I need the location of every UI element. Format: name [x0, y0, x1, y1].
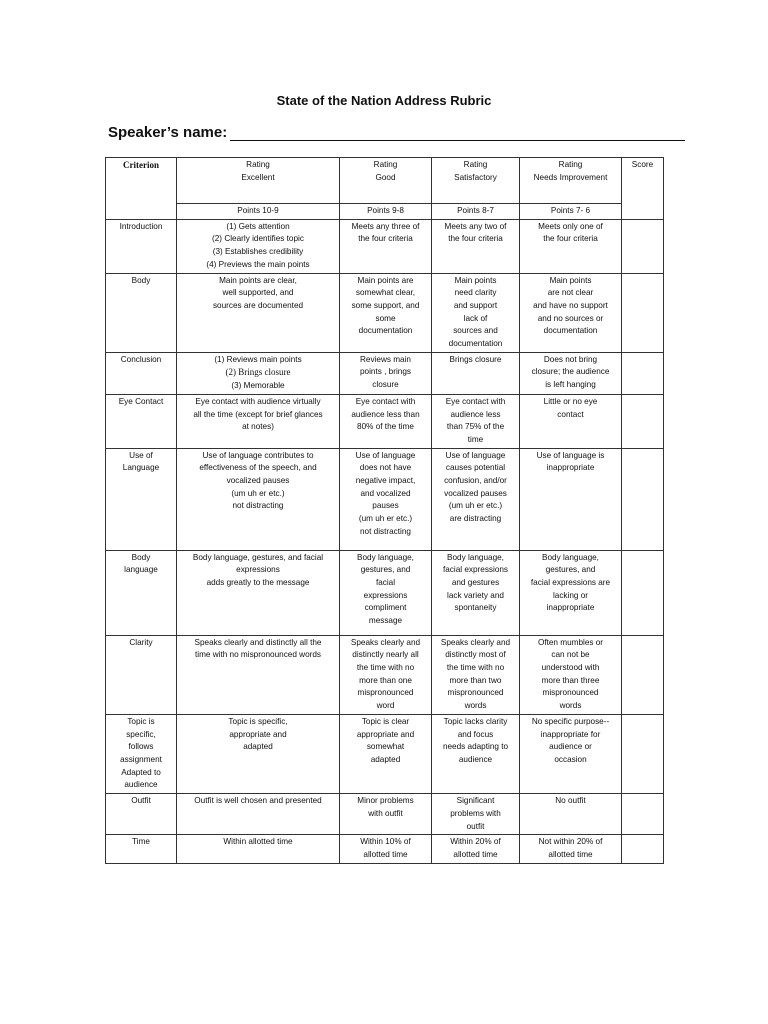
excellent-cell: (1) Gets attention (2) Clearly identifies topic (3) Establishes credibility (4) Previews the main points	[177, 219, 340, 273]
score-cell[interactable]	[622, 794, 664, 835]
satisfactory-cell: Within 20% of allotted time	[432, 835, 520, 863]
needs-improvement-cell: Body language, gestures, and facial expressions are lacking or inappropriate	[520, 550, 622, 635]
table-row	[106, 714, 664, 793]
needs-improvement-cell: No outfit	[520, 794, 622, 835]
points-good: Points 9-8	[340, 204, 432, 220]
excellent-cell: Main points are clear, well supported, and sources are documented	[177, 273, 340, 352]
good-cell: Reviews main points , brings closure	[340, 352, 432, 394]
table-row	[106, 550, 664, 635]
satisfactory-cell: Brings closure	[432, 352, 520, 394]
rating-header-satisfactory: Rating Satisfactory	[432, 158, 520, 204]
score-cell[interactable]	[622, 394, 664, 448]
score-cell[interactable]	[622, 273, 664, 352]
good-cell: Eye contact with audience less than 80% of the time	[340, 394, 432, 448]
needs-improvement-cell: Does not bring closure; the audience is left hanging	[520, 352, 622, 394]
points-row	[106, 204, 664, 220]
excellent-cell	[177, 352, 340, 394]
good-cell: Meets any three of the four criteria	[340, 219, 432, 273]
table-row	[106, 219, 664, 273]
table-row	[106, 794, 664, 835]
needs-improvement-cell: Main points are not clear and have no support and no sources or documentation	[520, 273, 622, 352]
criterion-cell: Use of Language	[106, 448, 177, 550]
table-row	[106, 273, 664, 352]
needs-improvement-cell: Often mumbles or can not be understood with more than three mispronounced words	[520, 635, 622, 714]
conclusion-criterion-3: (3) Memorable	[231, 381, 285, 391]
score-cell[interactable]	[622, 352, 664, 394]
excellent-cell: Eye contact with audience virtually all the time (except for brief glances at notes)	[177, 394, 340, 448]
conclusion-criterion-1: (1) Reviews main points	[214, 354, 302, 364]
table-row	[106, 394, 664, 448]
excellent-cell: Outfit is well chosen and presented	[177, 794, 340, 835]
rating-header-good: Rating Good	[340, 158, 432, 204]
excellent-cell: Body language, gestures, and facial expressions adds greatly to the message	[177, 550, 340, 635]
criterion-cell: Body	[106, 273, 177, 352]
score-cell[interactable]	[622, 714, 664, 793]
speaker-name-field	[108, 124, 685, 141]
header-row	[106, 158, 664, 204]
table-row	[106, 352, 664, 394]
good-cell: Minor problems with outfit	[340, 794, 432, 835]
rating-header-needs-improvement: Rating Needs Improvement	[520, 158, 622, 204]
good-cell: Within 10% of allotted time	[340, 835, 432, 863]
criterion-cell: Conclusion	[106, 352, 177, 394]
good-cell: Topic is clear appropriate and somewhat adapted	[340, 714, 432, 793]
satisfactory-cell: Eye contact with audience less than 75% of the time	[432, 394, 520, 448]
criterion-cell: Topic is specific, follows assignment Adapted to audience	[106, 714, 177, 793]
table-row	[106, 448, 664, 550]
table-row	[106, 635, 664, 714]
rubric-table	[105, 157, 664, 864]
needs-improvement-cell: Little or no eye contact	[520, 394, 622, 448]
document-title: State of the Nation Address Rubric	[276, 93, 492, 108]
score-cell[interactable]	[622, 219, 664, 273]
score-cell[interactable]	[622, 835, 664, 863]
score-cell[interactable]	[622, 550, 664, 635]
satisfactory-cell: Body language, facial expressions and gestures lack variety and spontaneity	[432, 550, 520, 635]
score-cell[interactable]	[622, 448, 664, 550]
satisfactory-cell: Meets any two of the four criteria	[432, 219, 520, 273]
satisfactory-cell: Topic lacks clarity and focus needs adapting to audience	[432, 714, 520, 793]
good-cell: Body language, gestures, and facial expressions compliment message	[340, 550, 432, 635]
score-cell[interactable]	[622, 635, 664, 714]
satisfactory-cell: Main points need clarity and support lack of sources and documentation	[432, 273, 520, 352]
score-header: Score	[622, 158, 664, 220]
satisfactory-cell: Significant problems with outfit	[432, 794, 520, 835]
criterion-cell: Eye Contact	[106, 394, 177, 448]
criterion-cell: Clarity	[106, 635, 177, 714]
satisfactory-cell: Use of language causes potential confusion, and/or vocalized pauses (um uh er etc.) are distracting	[432, 448, 520, 550]
needs-improvement-cell: Not within 20% of allotted time	[520, 835, 622, 863]
criterion-cell: Introduction	[106, 219, 177, 273]
points-needs-improvement: Points 7- 6	[520, 204, 622, 220]
criterion-cell: Time	[106, 835, 177, 863]
good-cell: Speaks clearly and distinctly nearly all the time with no more than one mispronounced word	[340, 635, 432, 714]
criterion-cell: Body language	[106, 550, 177, 635]
excellent-cell: Use of language contributes to effectiveness of the speech, and vocalized pauses (um uh er etc.) not distracting	[177, 448, 340, 550]
satisfactory-cell: Speaks clearly and distinctly most of the time with no more than two mispronounced words	[432, 635, 520, 714]
needs-improvement-cell: Use of language is inappropriate	[520, 448, 622, 550]
rating-header-excellent: Rating Excellent	[177, 158, 340, 204]
needs-improvement-cell: No specific purpose-- inappropriate for audience or occasion	[520, 714, 622, 793]
conclusion-criterion-2: (2) Brings closure	[225, 367, 291, 378]
table-row	[106, 835, 664, 863]
criterion-cell: Outfit	[106, 794, 177, 835]
points-satisfactory: Points 8-7	[432, 204, 520, 220]
good-cell: Use of language does not have negative impact, and vocalized pauses (um uh er etc.) not distracting	[340, 448, 432, 550]
needs-improvement-cell: Meets only one of the four criteria	[520, 219, 622, 273]
points-excellent: Points 10-9	[177, 204, 340, 220]
speaker-name-blank-line	[230, 126, 685, 141]
speaker-name-label: Speaker’s name:	[108, 124, 228, 141]
good-cell: Main points are somewhat clear, some support, and some documentation	[340, 273, 432, 352]
criterion-header: Criterion	[106, 158, 177, 220]
excellent-cell: Within allotted time	[177, 835, 340, 863]
excellent-cell: Topic is specific, appropriate and adapted	[177, 714, 340, 793]
excellent-cell: Speaks clearly and distinctly all the time with no mispronounced words	[177, 635, 340, 714]
